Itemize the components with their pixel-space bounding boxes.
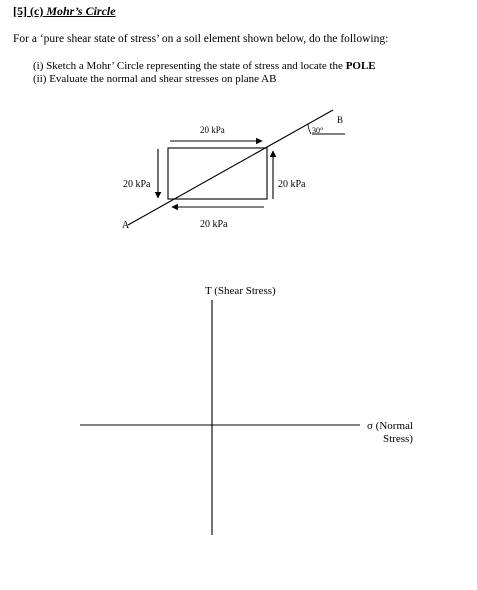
angle-label: 30° [312,126,324,135]
soil-element-diagram [122,110,345,231]
plane-ab-line [128,110,333,225]
bottom-stress-label: 20 kPa [200,219,228,230]
question-intro: For a ‘pure shear state of stress’ on a soil element shown below, do the following: [13,33,389,45]
question-title: Mohr’s Circle [46,4,116,18]
shear-axis-label: T (Shear Stress) [205,285,276,297]
right-stress-label: 20 kPa [278,179,306,190]
top-stress-label: 20 kPa [200,125,225,135]
point-b-label: B [337,115,344,125]
point-a-label: A [122,220,130,231]
task-part-2: (ii) Evaluate the normal and shear stresses on plane AB [33,73,277,85]
question-part: (c) [30,4,44,18]
question-number: [5] [13,4,27,18]
normal-axis-label-line-2: Stress) [383,433,413,445]
angle-arc [308,124,311,134]
left-stress-label: 20 kPa [123,179,151,190]
normal-axis-label-line-1: σ (Normal [367,420,413,432]
task-part-1-text: (i) Sketch a Mohr’ Circle representing the state of stress and locate the [33,60,346,72]
task-part-1-emphasis: POLE [345,60,376,72]
mohr-circle-axes [80,285,413,535]
